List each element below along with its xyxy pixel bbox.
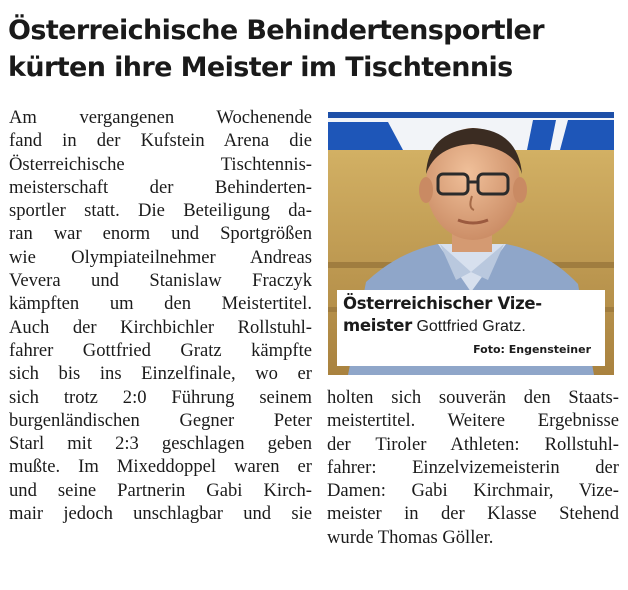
body-line: sportler statt. Die Beteiligung da- (9, 200, 312, 222)
body-line: meistertitel. Weitere Ergebnisse (327, 410, 619, 432)
body-line: Auch der Kirchbichler Rollstuhl- (9, 316, 312, 338)
caption-line-2 (343, 316, 526, 336)
photo-credit: Foto: Engensteiner (473, 343, 591, 356)
caption-person-name: Gottfried Gratz. (416, 318, 526, 335)
body-line: meisterschaft der Behinderten- (9, 176, 312, 198)
body-line: Am vergangenen Wochenende (9, 107, 312, 128)
photo-caption-box (337, 290, 605, 366)
article-headline (8, 12, 620, 86)
body-line: Vevera und Stanislaw Fraczyk (9, 270, 312, 292)
body-line: sich bis ins Einzelfinale, wo er (9, 363, 312, 385)
body-line: und seine Partnerin Gabi Kirch- (9, 479, 312, 501)
body-line: mußte. Im Mixeddoppel waren er (9, 456, 312, 478)
headline-line-2: kürten ihre Meister im Tischtennis (8, 52, 513, 83)
body-line: wurde Thomas Göller. (327, 526, 494, 548)
body-line: meister in der Klasse Stehend (327, 503, 619, 525)
body-line: kämpften um den Meistertitel. (9, 293, 312, 315)
article-body-right-column (327, 386, 619, 549)
article-body-left-column (9, 106, 312, 525)
caption-title-line-1: Österreichischer Vize- (343, 294, 542, 313)
headline-line-1: Österreichische Behindertensportler (8, 15, 544, 46)
body-line: mair jedoch unschlagbar und sie (9, 503, 312, 525)
body-line: der Tiroler Athleten: Rollstuhl- (327, 433, 619, 455)
body-line: Starl mit 2:3 geschlagen geben (9, 433, 312, 455)
body-line: wie Olympiateilnehmer Andreas (9, 246, 312, 268)
body-line: sich trotz 2:0 Führung seinem (9, 386, 312, 408)
body-line: ran war enorm und Sportgrößen (9, 223, 312, 245)
body-line: fahrer Gottfried Gratz kämpfte (9, 339, 312, 361)
body-line: fahrer: Einzelvizemeisterin der (327, 456, 619, 478)
body-line: fand in der Kufstein Arena die (9, 130, 312, 152)
caption-title-line-2: meister (343, 316, 412, 335)
body-line: Österreichische Tischtennis- (9, 153, 312, 175)
body-line: Damen: Gabi Kirchmair, Vize- (327, 480, 619, 502)
body-line: holten sich souverän den Staats- (327, 387, 619, 408)
body-line: burgenländischen Gegner Peter (9, 409, 312, 431)
